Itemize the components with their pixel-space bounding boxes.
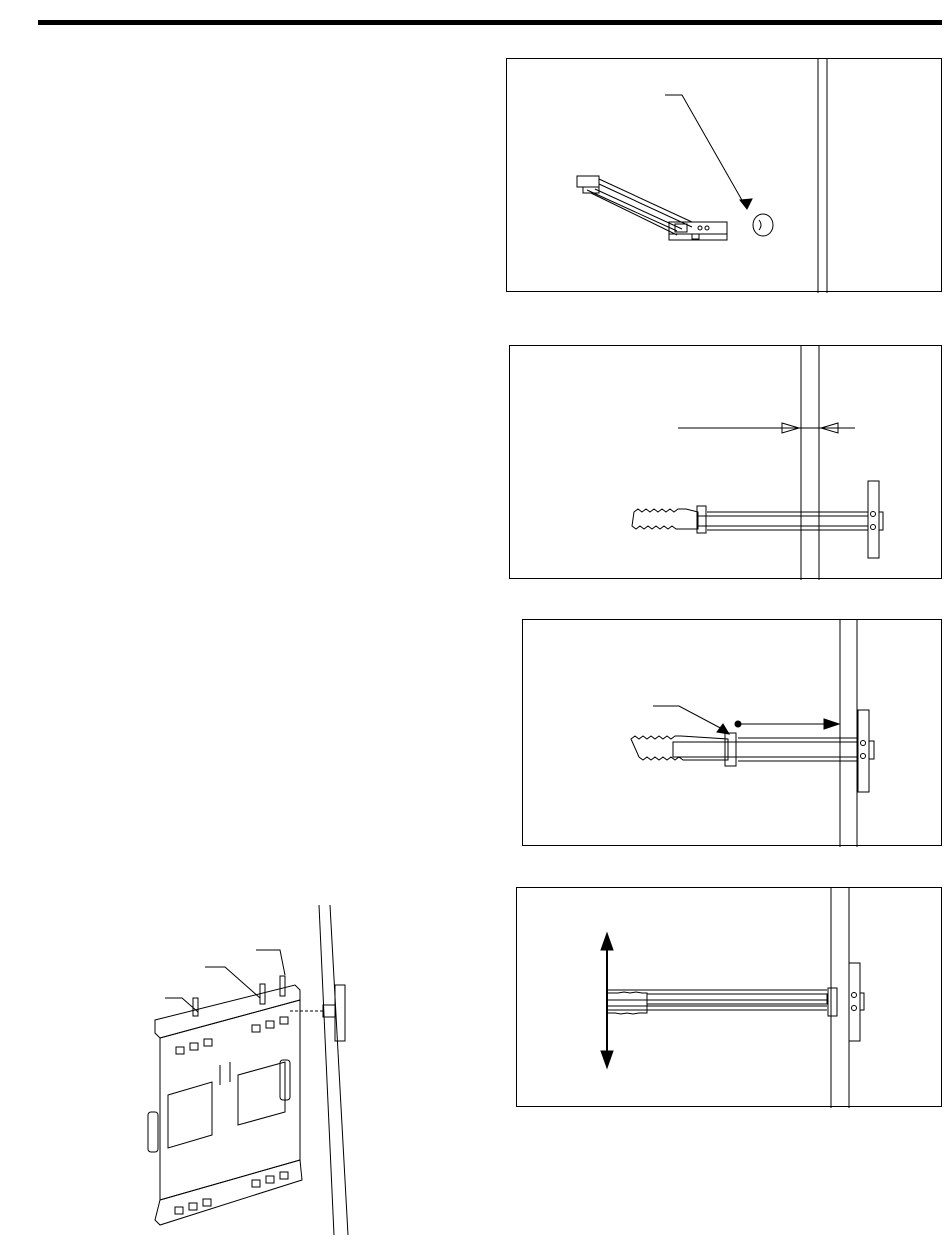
stud-finder-tool [577, 176, 727, 240]
figure-4-drawing [517, 888, 943, 1108]
figure-5-wall-plate [120, 890, 380, 1240]
figure-2-drawing [510, 346, 943, 580]
leader-line-2 [205, 967, 260, 998]
page-top-rule [38, 20, 942, 25]
anchor-assembly [632, 481, 883, 558]
wall-face-line [319, 905, 334, 1235]
measurement-arrowhead [824, 719, 839, 729]
down-arrowhead [601, 1051, 613, 1068]
wall-anchor-nut [323, 1005, 335, 1017]
wall-marker-detail [759, 220, 761, 230]
anchor-assembly [608, 963, 864, 1041]
figure-4-panel [516, 887, 942, 1107]
leader-line [665, 95, 747, 209]
anchor-assembly [631, 710, 874, 792]
figure-3-panel [522, 619, 942, 846]
figure-2-panel [509, 345, 942, 579]
measurement-start-dot [735, 721, 741, 727]
wall-marker-dot [753, 214, 773, 236]
figure-3-drawing [523, 620, 943, 847]
figure-1-panel [506, 58, 942, 292]
leader-line-1 [256, 950, 285, 975]
leader-arrowhead [740, 199, 752, 209]
leader-line [653, 706, 726, 731]
figure-5-drawing [120, 890, 380, 1240]
wall-plate-bracket [148, 976, 302, 1225]
figure-1-drawing [507, 59, 943, 293]
up-arrowhead [601, 933, 613, 950]
wall-back-line [330, 905, 348, 1235]
